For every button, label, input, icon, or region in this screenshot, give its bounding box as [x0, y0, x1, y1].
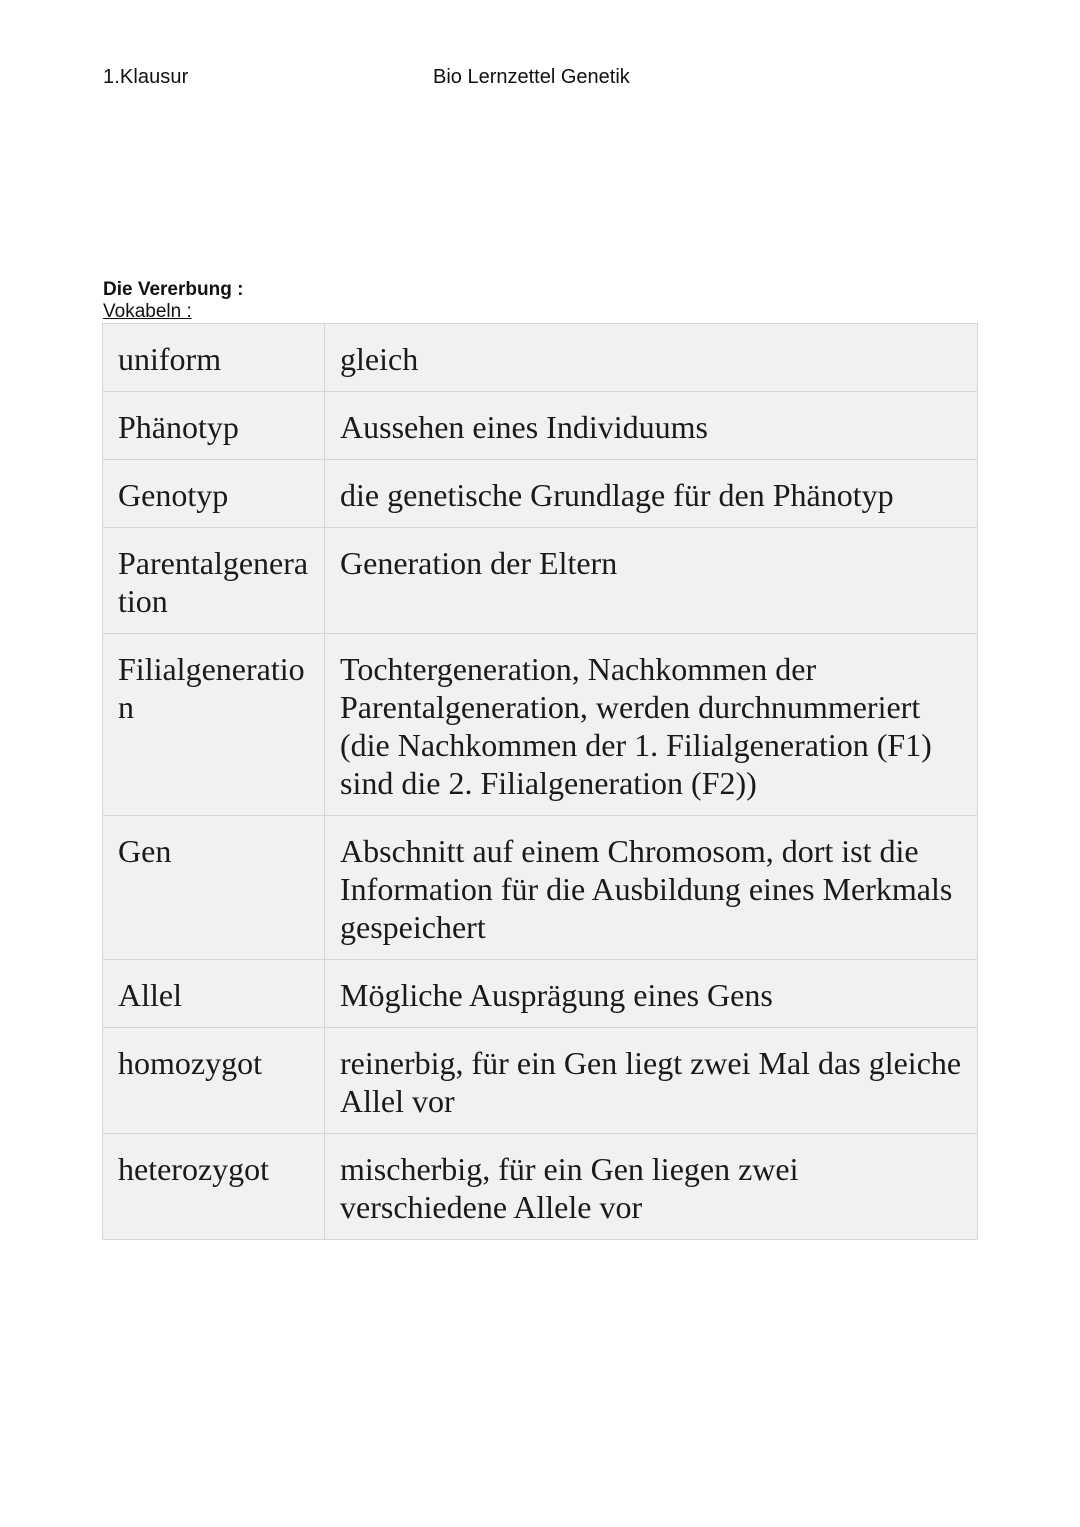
- table-row: [103, 460, 978, 528]
- vocab-term: Gen: [103, 816, 325, 960]
- vocab-term: heterozygot: [103, 1134, 325, 1240]
- vocab-definition: Tochtergeneration, Nachkommen der Parentalgeneration, werden durchnummeriert (die Nachkommen der 1. Filialgeneration (F1) sind die 2. Filialgeneration (F2)): [325, 634, 978, 816]
- vocab-definition: Generation der Eltern: [325, 528, 978, 634]
- section-subtitle: Vokabeln :: [103, 301, 192, 322]
- table-row: [103, 1134, 978, 1240]
- vocab-definition: die genetische Grundlage für den Phänotyp: [325, 460, 978, 528]
- section-title: Die Vererbung :: [103, 279, 244, 300]
- vocab-definition: mischerbig, für ein Gen liegen zwei verschiedene Allele vor: [325, 1134, 978, 1240]
- vocab-term: homozygot: [103, 1028, 325, 1134]
- table-row: [103, 960, 978, 1028]
- table-row: [103, 816, 978, 960]
- table-row: [103, 634, 978, 816]
- vocab-term: Parentalgeneration: [103, 528, 325, 634]
- document-title: Bio Lernzettel Genetik: [433, 66, 630, 88]
- vocab-term: Phänotyp: [103, 392, 325, 460]
- header-exam-label: 1.Klausur: [103, 66, 189, 88]
- vocab-term: uniform: [103, 324, 325, 392]
- table-row: [103, 528, 978, 634]
- vocabulary-table: [102, 323, 978, 1240]
- vocab-definition: Abschnitt auf einem Chromosom, dort ist die Information für die Ausbildung eines Merkmals gespeichert: [325, 816, 978, 960]
- vocab-definition: Mögliche Ausprägung eines Gens: [325, 960, 978, 1028]
- table-row: [103, 324, 978, 392]
- vocab-definition: Aussehen eines Individuums: [325, 392, 978, 460]
- vocab-definition: reinerbig, für ein Gen liegt zwei Mal das gleiche Allel vor: [325, 1028, 978, 1134]
- table-row: [103, 392, 978, 460]
- vocab-term: Genotyp: [103, 460, 325, 528]
- vocab-definition: gleich: [325, 324, 978, 392]
- vocab-term: Allel: [103, 960, 325, 1028]
- vocab-term: Filialgeneration: [103, 634, 325, 816]
- table-row: [103, 1028, 978, 1134]
